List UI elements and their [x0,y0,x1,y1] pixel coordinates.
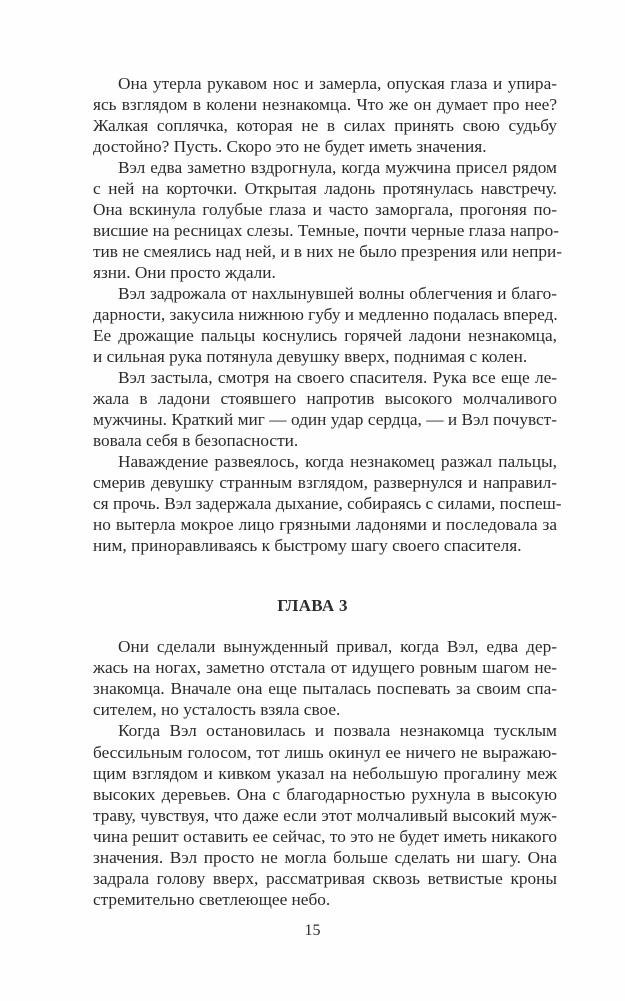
text-line: стремительно светлеющее небо. [93,890,331,910]
text-line: и сильная рука потянула девушку вверх, поднимая с колен. [93,347,528,366]
text-line: но вытерла мокрое лицо грязными ладонями и последовала за [93,515,557,534]
text-line: значения. Вэл просто не могла больше сделать ни шагу. Она [93,848,557,867]
text-line: ясь взглядом в колени незнакомца. Что же он думает про нее? [93,95,557,114]
text-line: Вэл застыла, смотря на своего спасителя. Рука все еще ле- [118,368,557,387]
text-line: висшие на ресницах слезы. Темные, почти черные глаза напро- [93,221,559,240]
text-line: мужчины. Краткий миг — один удар сердца, — и Вэл почувст- [93,410,557,429]
text-line: достойно? Пусть. Скоро это не будет иметь значения. [93,137,487,156]
text-line: Жалкая соплячка, которая не в силах принять свою судьбу [93,116,557,135]
text-line: Ее дрожащие пальцы коснулись горячей ладони незнакомца, [93,326,557,345]
text-line: ся прочь. Вэл задержала дыхание, собираясь с силами, поспеш- [93,494,562,513]
text-line: бессильным голосом, тот лишь окинул ее ничего не выражаю- [93,742,557,762]
chapter-heading: ГЛАВА 3 [277,596,348,615]
text-line: Она вскинула голубые глаза и часто заморгала, прогоняя по- [93,200,557,219]
text-line: задрала голову вверх, рассматривая сквозь ветвистые кроны [93,869,557,889]
text-line: жась на ногах, заметно отстала от идущего ровным шагом не- [93,658,557,678]
text-line: сителем, но усталость взяла свое. [93,700,341,720]
text-line: язни. Они просто ждали. [93,263,276,282]
text-line: траву, чувствуя, что даже если этот молчаливый высокий муж- [93,805,557,825]
text-line: высоких деревьев. Она с благодарностью рухнула в высокую [93,784,557,804]
text-line: Они сделали вынужденный привал, когда Вэл, едва дер- [118,637,557,656]
text-line: Вэл задрожала от нахлынувшей волны облегчения и благо- [118,284,557,303]
text-line: чина решит оставить ее сейчас, то это не будет иметь никакого [93,826,557,846]
page-number: 15 [304,922,321,939]
text-line: вовала себя в безопасности. [93,431,299,450]
text-line: ним, приноравливаясь к быстрому шагу своего спасителя. [93,536,522,555]
text-line: знакомца. Вначале она еще пыталась поспевать за своим спа- [93,679,557,699]
text-line: Вэл едва заметно вздрогнула, когда мужчина присел рядом [118,158,557,177]
text-line: Она утерла рукавом нос и замерла, опуская глаза и упира- [118,74,557,93]
text-line: смерив девушку странным взглядом, развернулся и направил- [93,473,557,492]
text-line: Когда Вэл остановилась и позвала незнакомца тусклым [118,721,557,741]
text-line: дарности, закусила нижнюю губу и медленно подалась вперед. [93,305,558,324]
text-line: щим взглядом и кивком указал на небольшую прогалину меж [93,763,557,783]
text-line: Наваждение развеялось, когда незнакомец разжал пальцы, [118,452,557,471]
text-line: тив не смеялись над ней, и в них не было презрения или непри- [93,242,562,261]
text-line: с ней на корточки. Открытая ладонь протянулась навстречу. [93,179,557,198]
text-line: жала в ладони стоявшего напротив высокого молчаливого [93,389,557,408]
